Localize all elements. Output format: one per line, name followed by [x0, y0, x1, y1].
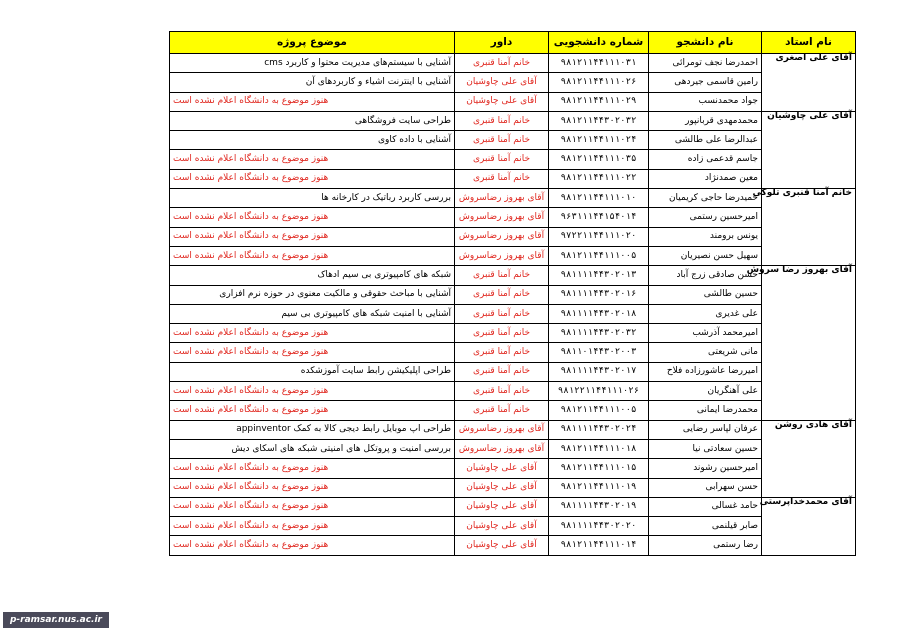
student-name-cell: حامد غسالی — [649, 497, 762, 516]
project-topic-cell: هنوز موضوع به دانشگاه اعلام نشده است — [170, 401, 455, 420]
table-row — [170, 343, 856, 362]
student-number-cell: ۹۸۱۱۱۱۴۴۳۰۲۰۳۲ — [549, 324, 649, 343]
student-number-cell: ۹۸۱۱۱۱۴۴۳۰۲۰۱۸ — [549, 304, 649, 323]
referee-cell: آقای بهروز رضاسروش — [455, 420, 549, 439]
student-number-cell: ۹۸۱۲۱۱۴۴۱۱۱۰۱۵ — [549, 459, 649, 478]
student-number-cell: ۹۸۱۲۱۱۴۴۱۱۱۰۲۶ — [549, 73, 649, 92]
student-name-cell: حسین سعادتی نیا — [649, 439, 762, 458]
student-name-cell: علی آهنگریان — [649, 382, 762, 401]
student-number-cell: ۹۸۱۲۱۱۴۴۱۱۱۰۱۴ — [549, 536, 649, 555]
student-number-cell: ۹۸۱۱۱۱۴۴۳۰۲۰۱۶ — [549, 285, 649, 304]
student-name-cell: مانی شریعتی — [649, 343, 762, 362]
table-row — [170, 169, 856, 188]
referee-cell: خانم آمنا قنبری — [455, 150, 549, 169]
project-topic-cell: هنوز موضوع به دانشگاه اعلام نشده است — [170, 150, 455, 169]
project-topic-cell: طراحی اپ موبایل رابط دیجی کالا به کمک appinventor — [170, 420, 455, 439]
project-topic-cell: آشنایی با امنیت شبکه های کامپیوتری بی سیم — [170, 304, 455, 323]
student-number-cell: ۹۸۱۲۲۱۱۴۴۱۱۱۰۲۶ — [549, 382, 649, 401]
project-topic-cell: آشنایی با داده کاوی — [170, 131, 455, 150]
project-topic-cell: هنوز موضوع به دانشگاه اعلام نشده است — [170, 536, 455, 555]
student-name-cell: حمیدرضا حاجی کریمیان — [649, 189, 762, 208]
student-number-cell: ۹۸۱۲۱۱۴۴۱۱۱۰۲۲ — [549, 169, 649, 188]
table-row — [170, 439, 856, 458]
referee-cell: خانم آمنا قنبری — [455, 266, 549, 285]
student-name-cell: سهیل حسن نصیریان — [649, 246, 762, 265]
student-name-cell: جاسم قدعمی زاده — [649, 150, 762, 169]
table-row — [170, 497, 856, 516]
project-topic-cell: هنوز موضوع به دانشگاه اعلام نشده است — [170, 343, 455, 362]
table-row — [170, 362, 856, 381]
table-row — [170, 266, 856, 285]
header-referee: داور — [455, 32, 549, 54]
project-topic-cell: هنوز موضوع به دانشگاه اعلام نشده است — [170, 478, 455, 497]
table-row — [170, 92, 856, 111]
project-topic-cell: هنوز موضوع به دانشگاه اعلام نشده است — [170, 382, 455, 401]
project-topic-cell: هنوز موضوع به دانشگاه اعلام نشده است — [170, 246, 455, 265]
student-name-cell: رضا رستمی — [649, 536, 762, 555]
table-row — [170, 285, 856, 304]
project-topic-cell: شبکه های کامپیوتری بی سیم ادهاک — [170, 266, 455, 285]
table-row — [170, 189, 856, 208]
project-topic-cell: هنوز موضوع به دانشگاه اعلام نشده است — [170, 169, 455, 188]
student-name-cell: حسن سهرابی — [649, 478, 762, 497]
student-number-cell: ۹۸۱۱۰۱۴۴۳۰۲۰۰۳ — [549, 343, 649, 362]
project-topic-cell: بررسی کاربرد رباتیک در کارخانه ها — [170, 189, 455, 208]
student-name-cell: یونس برومند — [649, 227, 762, 246]
student-name-cell: حسن صادقی زرج آباد — [649, 266, 762, 285]
referee-cell: خانم آمنا قنبری — [455, 362, 549, 381]
referee-cell: خانم آمنا قنبری — [455, 285, 549, 304]
student-number-cell: ۹۸۱۲۱۱۴۴۱۱۱۰۲۴ — [549, 131, 649, 150]
referee-cell: آقای علی چاوشیان — [455, 536, 549, 555]
referee-cell: آقای بهروز رضاسروش — [455, 208, 549, 227]
table-row — [170, 420, 856, 439]
student-name-cell: امیرمحمد آذرشب — [649, 324, 762, 343]
student-number-cell: ۹۸۱۱۱۱۴۴۳۰۲۰۲۰ — [549, 517, 649, 536]
project-assignments-table — [169, 31, 856, 556]
table-row — [170, 478, 856, 497]
referee-cell: آقای بهروز رضاسروش — [455, 439, 549, 458]
referee-cell: خانم آمنا قنبری — [455, 111, 549, 130]
teacher-name-cell: آقای هادی روشن — [762, 420, 856, 497]
referee-cell: آقای علی چاوشیان — [455, 73, 549, 92]
student-name-cell: احمدرضا نجف تومرائی — [649, 54, 762, 73]
referee-cell: آقای علی چاوشیان — [455, 478, 549, 497]
project-topic-cell: هنوز موضوع به دانشگاه اعلام نشده است — [170, 208, 455, 227]
student-number-cell: ۹۶۳۱۱۱۴۴۱۵۴۰۱۴ — [549, 208, 649, 227]
project-topic-cell: آشنایی با سیستم‌های مدیریت محتوا و کاربرد cms — [170, 54, 455, 73]
table-row — [170, 150, 856, 169]
project-topic-cell: طراحی سایت فروشگاهی — [170, 111, 455, 130]
student-number-cell: ۹۸۱۲۱۱۴۴۱۱۱۰۱۹ — [549, 478, 649, 497]
student-number-cell: ۹۸۱۱۱۱۴۴۳۰۲۰۲۴ — [549, 420, 649, 439]
referee-cell: خانم آمنا قنبری — [455, 131, 549, 150]
referee-cell: خانم آمنا قنبری — [455, 169, 549, 188]
referee-cell: آقای علی چاوشیان — [455, 459, 549, 478]
table-row — [170, 227, 856, 246]
student-number-cell: ۹۸۱۲۱۱۴۴۱۱۱۰۱۸ — [549, 439, 649, 458]
table-row — [170, 131, 856, 150]
student-number-cell: ۹۸۱۱۱۱۴۴۳۰۲۰۱۷ — [549, 362, 649, 381]
project-topic-cell: هنوز موضوع به دانشگاه اعلام نشده است — [170, 497, 455, 516]
student-number-cell: ۹۸۱۲۱۱۴۴۱۱۱۰۰۵ — [549, 246, 649, 265]
student-number-cell: ۹۸۱۲۱۱۴۴۱۱۱۰۳۵ — [549, 150, 649, 169]
referee-cell: آقای بهروز رضاسروش — [455, 227, 549, 246]
table-row — [170, 382, 856, 401]
student-name-cell: حسین طالشی — [649, 285, 762, 304]
project-topic-cell: طراحی اپلیکیشن رابط سایت آموزشکده — [170, 362, 455, 381]
teacher-name-cell: آقای محمدخداپرستی — [762, 497, 856, 555]
referee-cell: خانم آمنا قنبری — [455, 304, 549, 323]
project-topic-cell: هنوز موضوع به دانشگاه اعلام نشده است — [170, 459, 455, 478]
student-name-cell: عرفان لپاسر رضایی — [649, 420, 762, 439]
referee-cell: آقای علی چاوشیان — [455, 497, 549, 516]
referee-cell: آقای بهروز رضاسروش — [455, 189, 549, 208]
student-name-cell: امیرحسین رستمی — [649, 208, 762, 227]
referee-cell: خانم آمنا قنبری — [455, 343, 549, 362]
project-topic-cell: هنوز موضوع به دانشگاه اعلام نشده است — [170, 227, 455, 246]
student-number-cell: ۹۸۱۱۱۱۴۴۳۰۲۰۱۳ — [549, 266, 649, 285]
header-teacher: نام استاد — [762, 32, 856, 54]
referee-cell: خانم آمنا قنبری — [455, 324, 549, 343]
project-topic-cell: هنوز موضوع به دانشگاه اعلام نشده است — [170, 517, 455, 536]
student-name-cell: علی غدیری — [649, 304, 762, 323]
referee-cell: خانم آمنا قنبری — [455, 401, 549, 420]
table-body — [170, 54, 856, 556]
referee-cell: آقای بهروز رضاسروش — [455, 246, 549, 265]
project-topic-cell: آشنایی با مباحث حقوقی و مالکیت معنوی در حوزه نرم افزاری — [170, 285, 455, 304]
student-name-cell: جواد محمدنسب — [649, 92, 762, 111]
referee-cell: خانم آمنا قنبری — [455, 54, 549, 73]
student-name-cell: امیررضا عاشورزاده فلاح — [649, 362, 762, 381]
teacher-name-cell: آقای علی چاوشیان — [762, 111, 856, 188]
table-row — [170, 459, 856, 478]
header-student-number: شماره دانشجویی — [549, 32, 649, 54]
project-topic-cell: آشنایی با اینترنت اشیاء و کاربردهای آن — [170, 73, 455, 92]
student-number-cell: ۹۷۲۲۱۱۴۴۱۱۱۰۲۰ — [549, 227, 649, 246]
site-url-badge[interactable]: p-ramsar.nus.ac.ir — [3, 612, 109, 628]
header-topic: موضوع پروژه — [170, 32, 455, 54]
project-topic-cell: بررسی امنیت و پروتکل های امنیتی شبکه های اسکای دیش — [170, 439, 455, 458]
teacher-name-cell: آقای بهروز رضا سروش — [762, 266, 856, 420]
table-row — [170, 54, 856, 73]
referee-cell: آقای علی چاوشیان — [455, 92, 549, 111]
table-row — [170, 517, 856, 536]
teacher-name-cell: آقای علی اصغری — [762, 54, 856, 112]
table-row — [170, 536, 856, 555]
student-number-cell: ۹۸۱۱۱۱۴۴۳۰۲۰۱۹ — [549, 497, 649, 516]
referee-cell: خانم آمنا قنبری — [455, 382, 549, 401]
student-number-cell: ۹۸۱۲۱۱۴۴۱۱۱۰۱۰ — [549, 189, 649, 208]
table-row — [170, 324, 856, 343]
table-row — [170, 111, 856, 130]
table-row — [170, 246, 856, 265]
header-student: نام دانشجو — [649, 32, 762, 54]
student-name-cell: محمدرضا ایمانی — [649, 401, 762, 420]
student-name-cell: محمدمهدی قربانپور — [649, 111, 762, 130]
student-number-cell: ۹۸۱۲۱۱۴۴۱۱۱۰۰۵ — [549, 401, 649, 420]
student-name-cell: امیرحسین رشوند — [649, 459, 762, 478]
project-topic-cell: هنوز موضوع به دانشگاه اعلام نشده است — [170, 324, 455, 343]
student-name-cell: رامین قاسمی جیردهی — [649, 73, 762, 92]
header-row — [170, 32, 856, 54]
student-name-cell: عبدالرضا علی طالشی — [649, 131, 762, 150]
table-row — [170, 73, 856, 92]
table-row — [170, 208, 856, 227]
project-topic-cell: هنوز موضوع به دانشگاه اعلام نشده است — [170, 92, 455, 111]
student-number-cell: ۹۸۱۲۱۱۴۴۳۰۲۰۳۲ — [549, 111, 649, 130]
student-name-cell: معین صمدنژاد — [649, 169, 762, 188]
referee-cell: آقای علی چاوشیان — [455, 517, 549, 536]
student-number-cell: ۹۸۱۲۱۱۴۴۱۱۱۰۳۱ — [549, 54, 649, 73]
teacher-name-cell: خانم آمنا قنبری تلوکی — [762, 189, 856, 266]
student-number-cell: ۹۸۱۲۱۱۴۴۱۱۱۰۲۹ — [549, 92, 649, 111]
table-row — [170, 304, 856, 323]
table-row — [170, 401, 856, 420]
student-name-cell: صابر قیلنمی — [649, 517, 762, 536]
